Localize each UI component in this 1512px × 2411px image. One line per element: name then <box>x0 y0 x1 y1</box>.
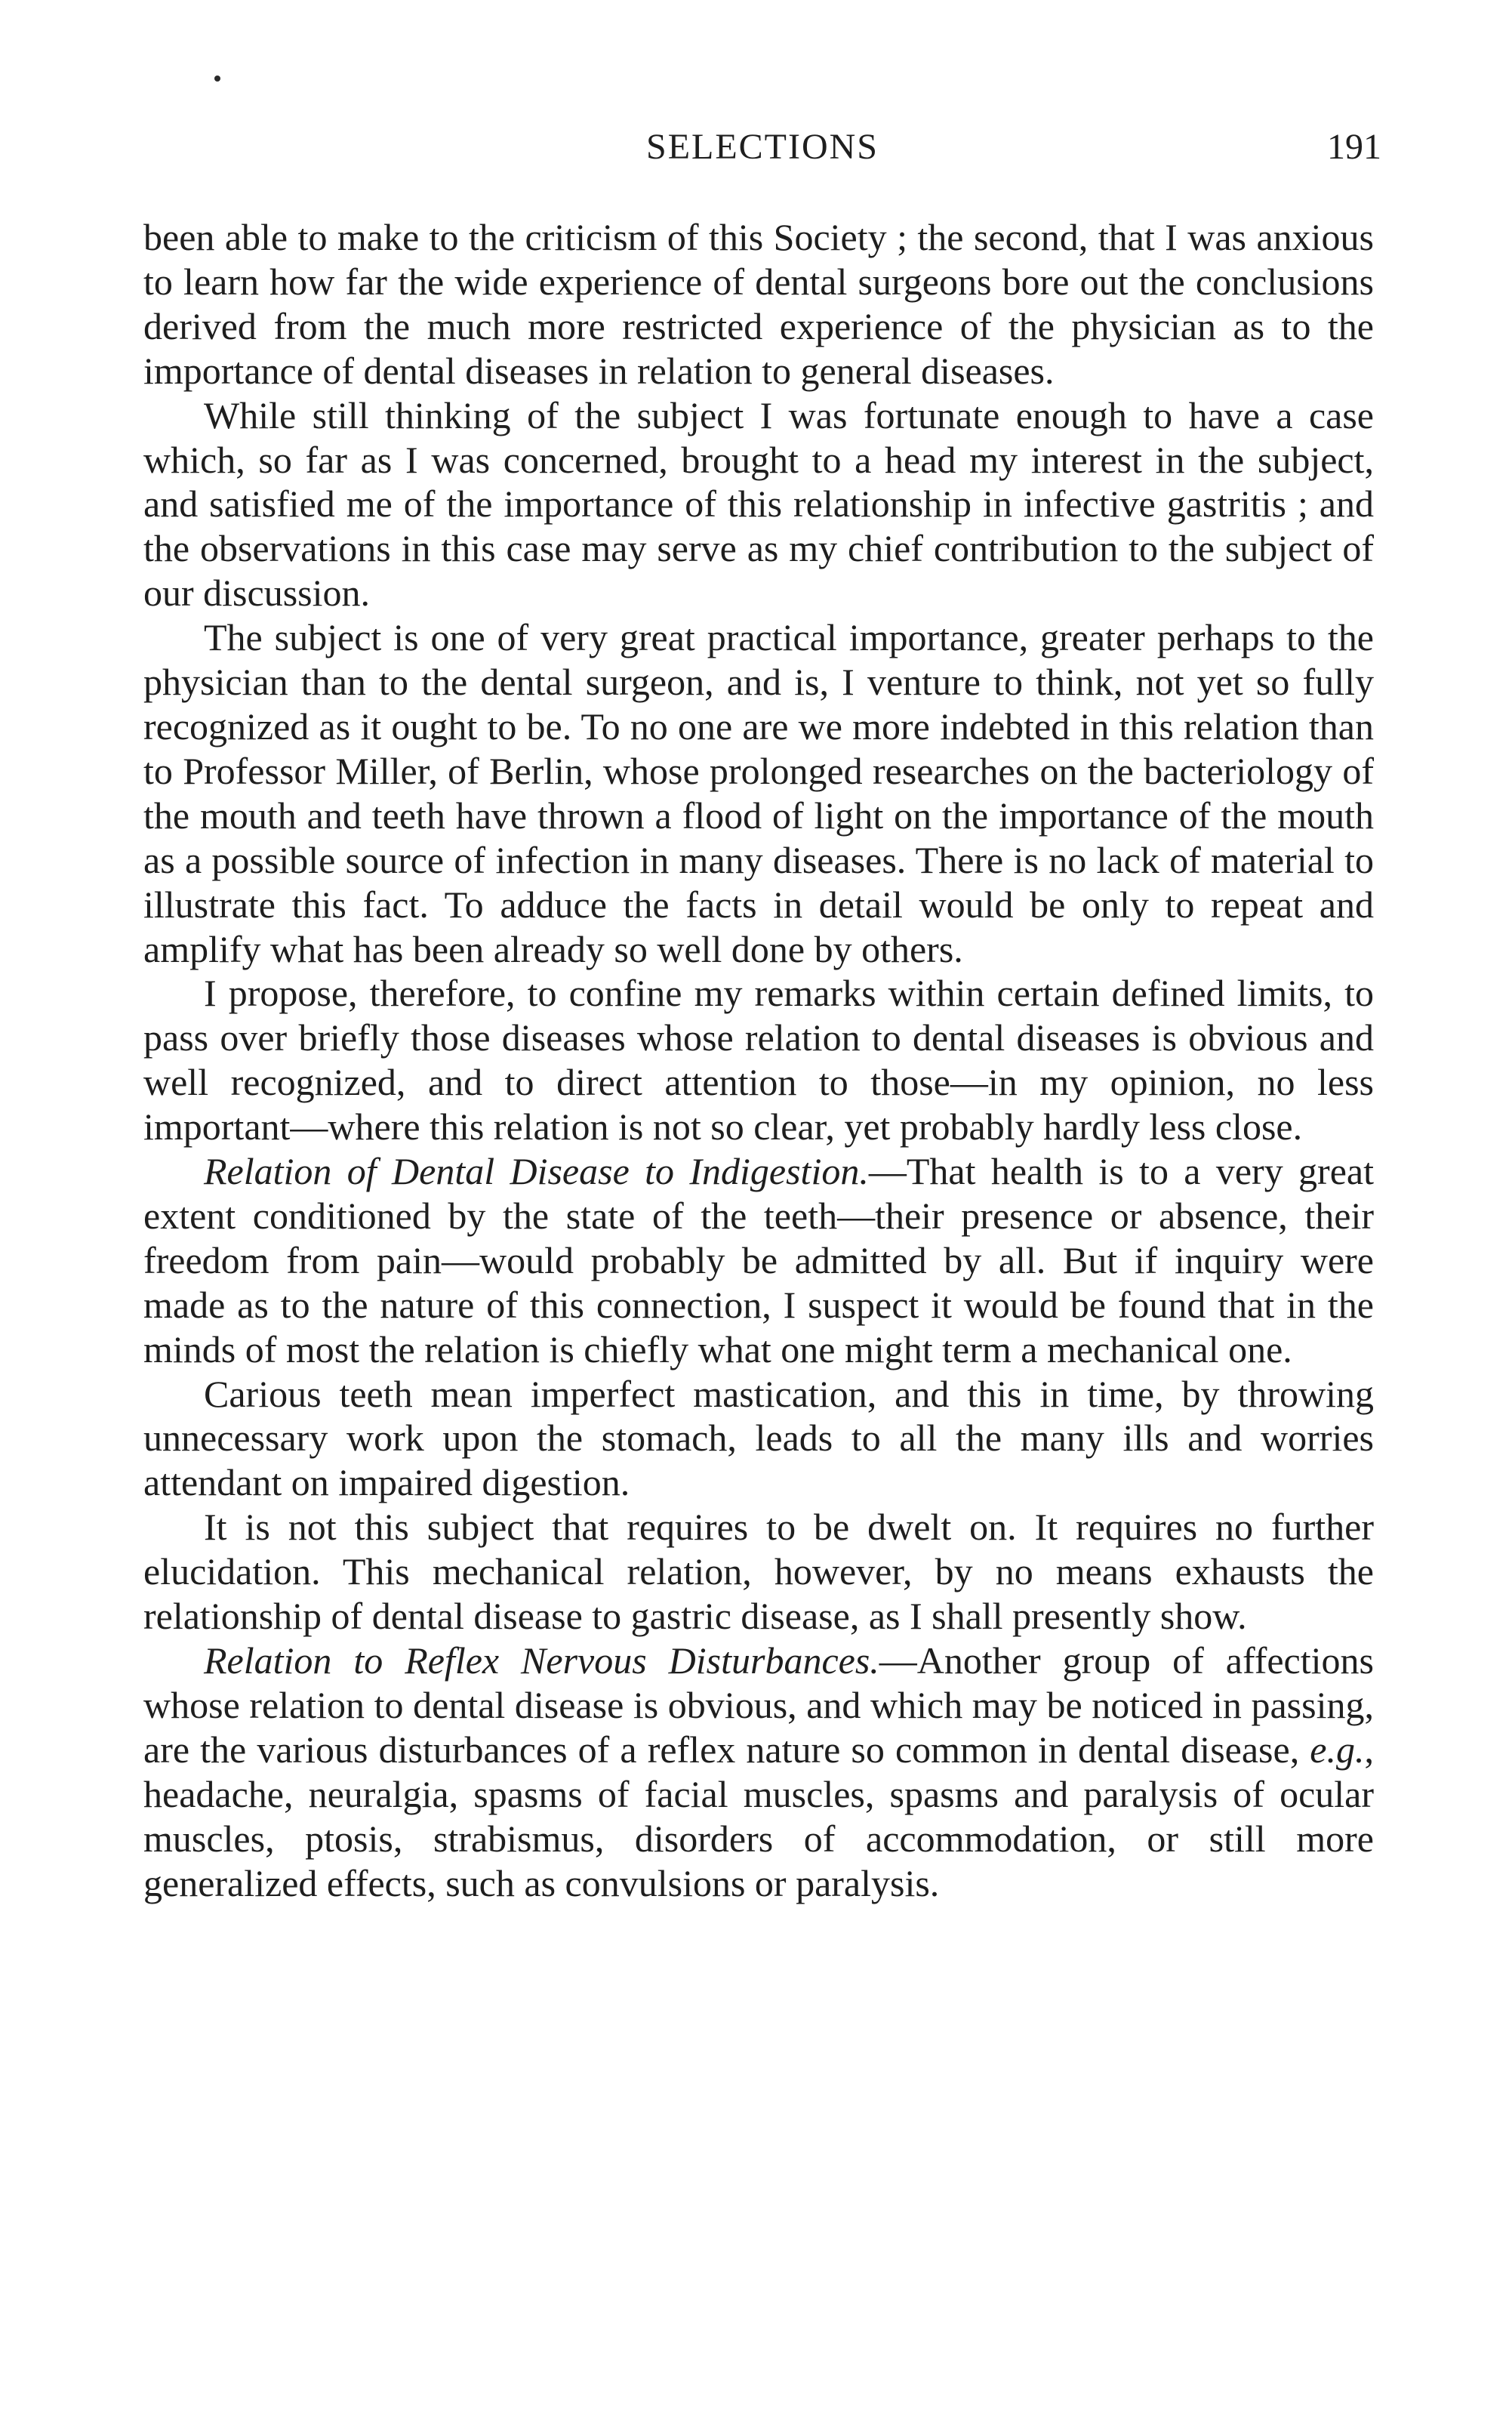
paragraph: Carious teeth mean imperfect mastication, and this in time, by throwing unnecessary work upon the stomach, leads to all the many ills and worries attendant on impaired digestion. <box>143 1372 1374 1504</box>
paragraph-indigestion <box>143 1149 1374 1372</box>
running-title: SELECTIONS <box>646 127 879 167</box>
paragraph-text: , headache, neuralgia, spasms of facial muscles, spasms and paralysis of ocular muscles, ptosis, strabismus, disorders of accommodation, or still more generalized effects, such as convulsions or paralysis. <box>143 1728 1374 1904</box>
section-heading-indigestion: Relation of Dental Disease to Indigestion. <box>204 1150 869 1193</box>
paragraph: The subject is one of very great practical importance, greater perhaps to the physician than to the dental surgeon, and is, I venture to think, not yet so fully recognized as it ought to be. To no one are we more indebted in this relation than to Professor Miller, of Berlin, whose prolonged researches on the bacteriology of the mouth and teeth have thrown a flood of light on the importance of the mouth as a possible source of infection in many diseases. There is no lack of material to illustrate this fact. To adduce the facts in detail would be only to repeat and amplify what has been already so well done by others. <box>143 616 1374 970</box>
paragraph: It is not this subject that requires to be dwelt on. It requires no further elucidation. This mechanical relation, however, by no means exhausts the relationship of dental disease to gastric disease, as I shall presently show. <box>143 1506 1374 1638</box>
body-text <box>143 215 1374 1905</box>
page-number: 191 <box>1327 127 1381 167</box>
paragraph-reflex <box>143 1639 1374 1905</box>
eg-abbreviation: e.g. <box>1310 1728 1365 1771</box>
paragraph: While still thinking of the subject I was fortunate enough to have a case which, so far as I was concerned, brought to a head my interest in the subject, and satisfied me of the importance of this relationship in infective gastritis ; and the observations in this case may serve as my chief contribution to the subject of our discussion. <box>143 393 1374 615</box>
section-heading-reflex: Relation to Reflex Nervous Disturbances. <box>204 1639 879 1682</box>
ink-dot <box>214 76 220 82</box>
running-header <box>143 121 1381 174</box>
paragraph-text: —Another group of affections whose relation to dental disease is obvious, and which may be noticed in passing, are the various disturbances of a reflex nature so common in dental disease, <box>143 1639 1374 1771</box>
paragraph: I propose, therefore, to confine my remarks within certain defined limits, to pass over briefly those diseases whose relation to dental diseases is obvious and well recognized, and to direct attention to those—in my opinion, no less important—where this relation is not so clear, yet probably hardly less close. <box>143 972 1374 1148</box>
paragraph-continued: been able to make to the criticism of this Society ; the second, that I was anxious to learn how far the wide experience of dental surgeons bore out the conclusions derived from the much more restricted experience of the physician as to the importance of dental diseases in relation to general diseases. <box>143 216 1374 392</box>
paragraph-text: —That health is to a very great extent conditioned by the state of the teeth—their presence or absence, their freedom from pain—would probably be admitted by all. But if inquiry were made as to the nature of this connection, I suspect it would be found that in the minds of most the relation is chiefly what one might term a mechanical one. <box>143 1150 1374 1370</box>
